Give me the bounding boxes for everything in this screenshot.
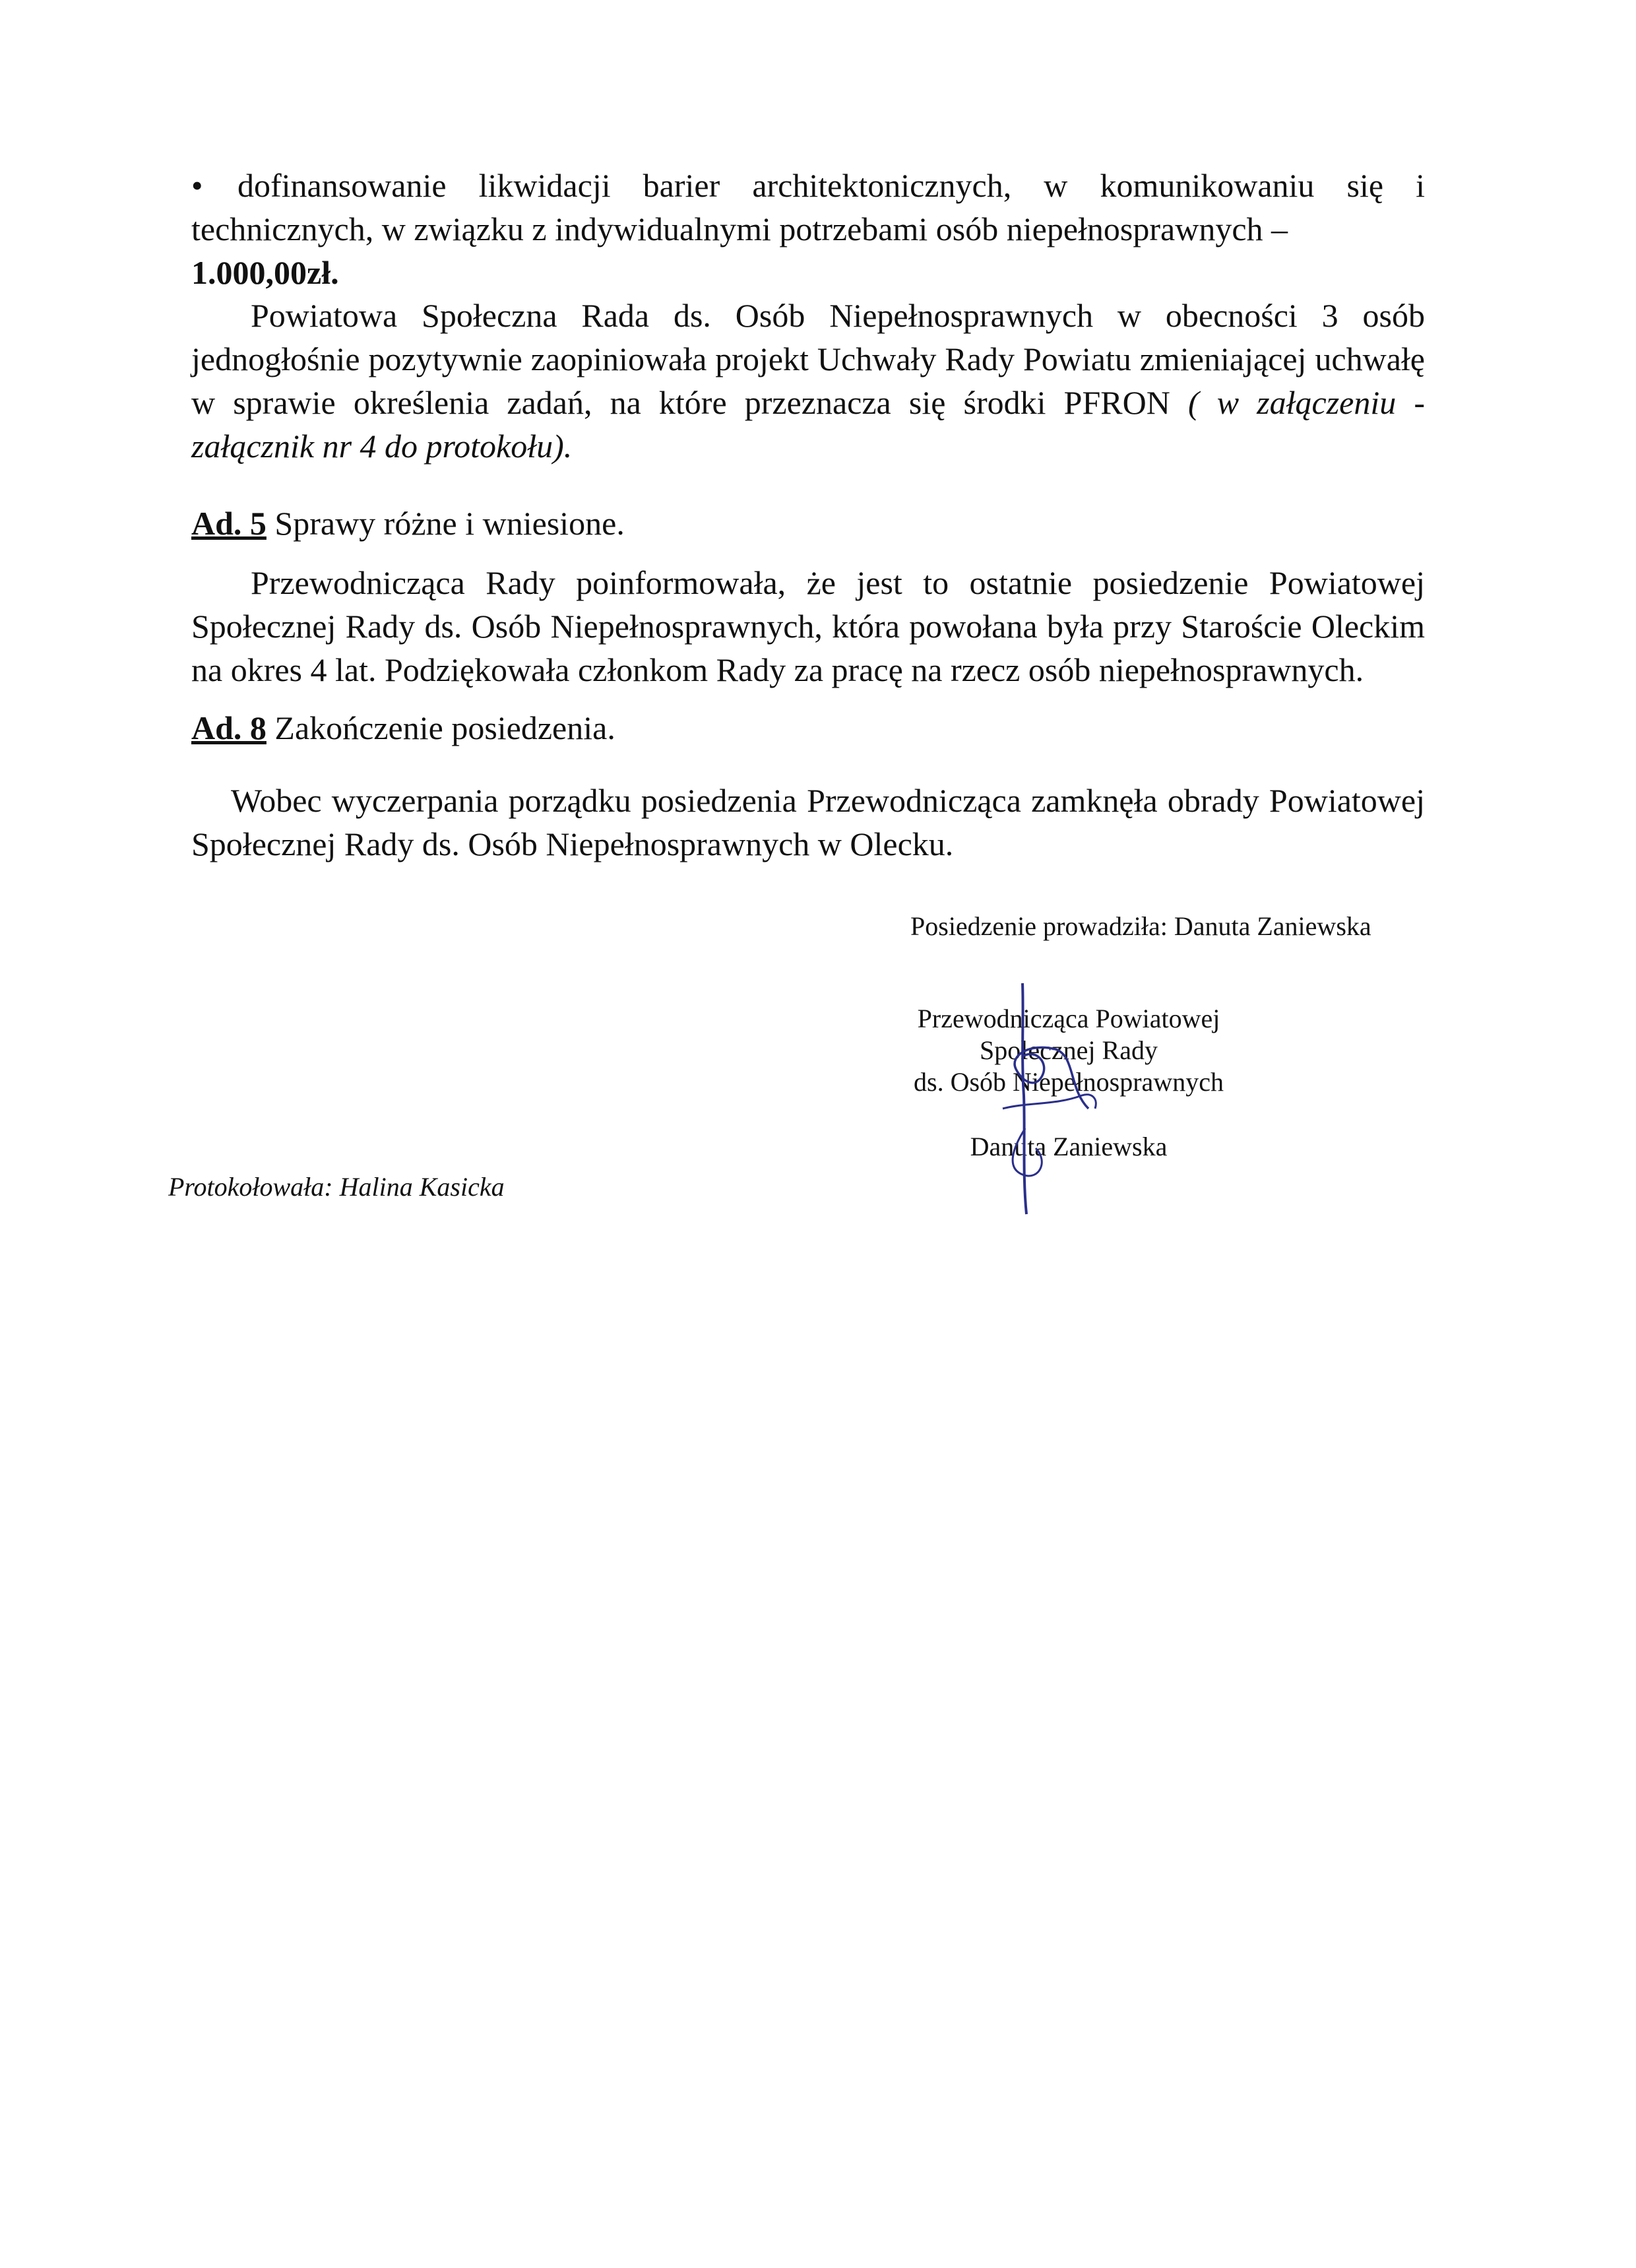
signature-name: Danuta Zaniewska [970, 1132, 1168, 1161]
closing-paragraph [191, 779, 1425, 866]
info-paragraph [191, 561, 1425, 692]
ad8-title: Zakończenie posiedzenia. [274, 709, 615, 746]
ad8-heading [191, 706, 1425, 750]
opinion-attachment-note: ( w załączeniu - załącznik nr 4 do protokołu). [191, 384, 1426, 465]
opinion-paragraph [191, 294, 1425, 468]
signature-title-line2: Społecznej Rady [980, 1035, 1158, 1065]
closing-text: Wobec wyczerpania porządku posiedzenia Przewodnicząca zamknęła obrady Powiatowej Społecznej Rady ds. Osób Niepełnosprawnych w Olecku. [191, 782, 1425, 862]
signature-title-line3: ds. Osób Niepełnosprawnych [914, 1067, 1224, 1097]
ad5-title: Sprawy różne i wniesione. [274, 505, 625, 542]
ad5-heading [191, 502, 1425, 545]
ad8-label: Ad. 8 [191, 709, 267, 746]
bullet-paragraph [191, 164, 1425, 294]
info-text: Przewodnicząca Rady poinformowała, że jest to ostatnie posiedzenie Powiatowej Społecznej Rady ds. Osób Niepełnosprawnych, która powołana była przy Staroście Oleckim na okres 4 lat. Podziękowała członkom Rady za pracę na rzecz osób niepełnosprawnych. [191, 564, 1425, 688]
bullet-text: dofinansowanie likwidacji barier architektonicznych, w komunikowaniu się i technicznych, w związku z indywidualnymi potrzebami osób niepełnosprawnych – [191, 167, 1425, 247]
ad5-label: Ad. 5 [191, 505, 267, 542]
handwritten-signature [976, 977, 1135, 1227]
opinion-text: Powiatowa Społeczna Rada ds. Osób Niepełnosprawnych w obecności 3 osób jednogłośnie pozytywnie zaopiniowała projekt Uchwały Rady Powiatu zmieniającej uchwałę w sprawie określenia zadań, na które przeznacza się środki PFRON [191, 297, 1425, 421]
minutes-line: Protokołowała: Halina Kasicka [168, 1172, 505, 1202]
signature-title-line1: Przewodnicząca Powiatowej [917, 1004, 1220, 1033]
chair-line: Posiedzenie prowadziła: Danuta Zaniewska [910, 911, 1371, 941]
bullet-amount: 1.000,00zł. [191, 254, 339, 291]
bullet-icon: • [191, 167, 203, 204]
